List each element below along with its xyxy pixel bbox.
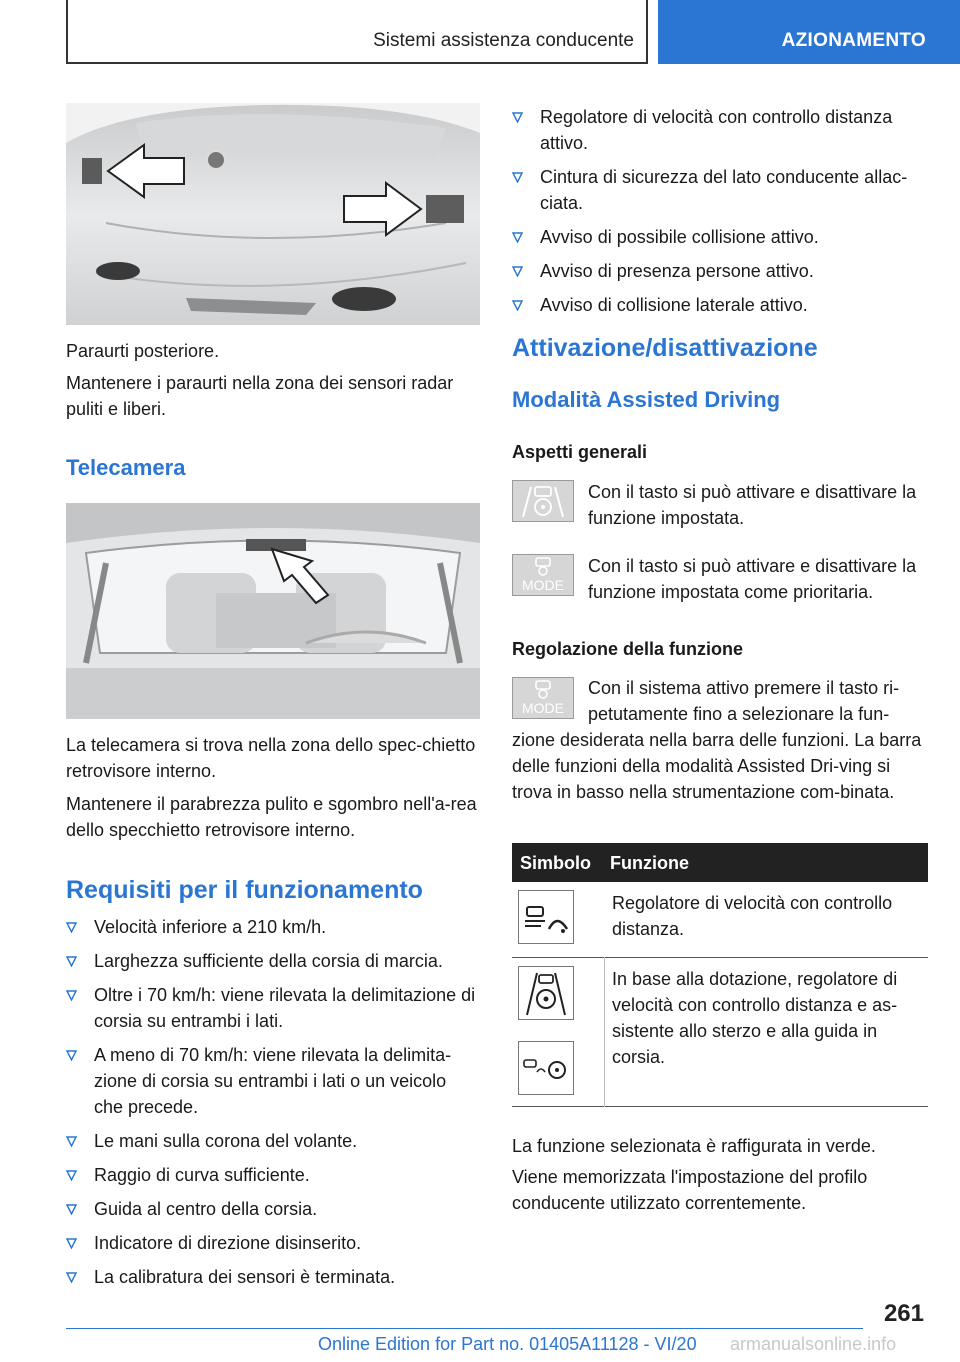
camera-heading: Telecamera <box>66 455 186 480</box>
footer-edition: Online Edition for Part no. 01405A11128 - VI/20 <box>318 1334 697 1354</box>
mode-key-icon <box>512 677 574 719</box>
requirements-list <box>66 914 480 1298</box>
assist-key-icon <box>512 480 574 522</box>
after-table-text-2: Viene memorizzata l'impostazione del profilo conducente utilizzato correntemente. <box>512 1167 868 1213</box>
acc-symbol-icon <box>518 890 574 944</box>
mode-key-label: MODE <box>522 700 564 716</box>
general-heading: Aspetti generali <box>512 442 648 462</box>
key3-text-b: petutamente fino a selezionare la fun- <box>588 704 890 724</box>
list-item: Velocità inferiore a 210 km/h. <box>66 914 480 940</box>
bumper-text: Mantenere i paraurti nella zona dei sensori radar puliti e liberi. <box>66 373 454 419</box>
list-item: Oltre i 70 km/h: viene rilevata la delimitazione di corsia su entrambi i lati. <box>66 982 480 1034</box>
bullet-triangle-icon <box>66 956 77 967</box>
camera-text-2: Mantenere il parabrezza pulito e sgombro nell'a-rea dello specchietto retrovisore interno. <box>66 794 477 840</box>
table-row-divider <box>512 957 928 958</box>
bullet-triangle-icon <box>512 172 523 183</box>
bullet-triangle-icon <box>66 1170 77 1181</box>
bullet-triangle-icon <box>66 1238 77 1249</box>
bullet-triangle-icon <box>66 1050 77 1061</box>
windshield-camera-image <box>66 503 480 719</box>
list-item: Avviso di presenza persone attivo. <box>512 258 928 284</box>
key3-text-a: Con il sistema attivo premere il tasto ri- <box>588 678 900 698</box>
bullet-triangle-icon <box>512 266 523 277</box>
mode-key-label: MODE <box>522 577 564 593</box>
list-item: Cintura di sicurezza del lato conducente allac-ciata. <box>512 164 928 216</box>
footer-divider <box>66 1328 863 1329</box>
bullet-triangle-icon <box>66 1136 77 1147</box>
requirements-list-continued <box>512 104 928 326</box>
mode-key-icon <box>512 554 574 596</box>
bullet-triangle-icon <box>66 922 77 933</box>
steering-lane-assist-icon <box>518 966 574 1020</box>
page-number: 261 <box>883 1300 924 1327</box>
header-chapter-box <box>658 0 960 64</box>
table-header <box>512 843 928 882</box>
list-item: Indicatore di direzione disinserito. <box>66 1230 480 1256</box>
rear-bumper-image <box>66 103 480 325</box>
table-row-1-text: Regolatore di velocità con controllo distanza. <box>612 893 893 939</box>
bumper-caption: Paraurti posteriore. <box>66 341 220 361</box>
list-item: Larghezza sufficiente della corsia di marcia. <box>66 948 480 974</box>
table-row-divider <box>512 1106 928 1107</box>
camera-text-1: La telecamera si trova nella zona dello spec-chietto retrovisore interno. <box>66 735 476 781</box>
bullet-triangle-icon <box>66 990 77 1001</box>
list-item: A meno di 70 km/h: viene rilevata la delimita-zione di corsia su entrambi i lati o un veicolo che precede. <box>66 1042 480 1120</box>
watermark: armanualsonline.info <box>730 1334 897 1354</box>
setting-heading: Regolazione della funzione <box>512 639 744 659</box>
after-table-text-1: La funzione selezionata è raffigurata in verde. <box>512 1136 876 1156</box>
activation-heading: Attivazione/disattivazione <box>512 334 818 362</box>
list-item: La calibratura dei sensori è terminata. <box>66 1264 480 1290</box>
key2-text: Con il tasto si può attivare e disattivare la funzione impostata come prioritaria. <box>588 556 917 602</box>
list-item: Avviso di collisione laterale attivo. <box>512 292 928 318</box>
key3-text-c: zione desiderata nella barra delle funzioni. La barra delle funzioni della modalità Assisted Dri-ving si trova in basso nella strumentazione com-binata. <box>512 730 922 802</box>
table-col-function: Funzione <box>610 853 689 873</box>
header-section-title: Sistemi assistenza conducente <box>373 30 634 51</box>
bullet-triangle-icon <box>512 300 523 311</box>
list-item: Regolatore di velocità con controllo distanza attivo. <box>512 104 928 156</box>
list-item: Guida al centro della corsia. <box>66 1196 480 1222</box>
bullet-triangle-icon <box>512 112 523 123</box>
bullet-triangle-icon <box>66 1272 77 1283</box>
mode-heading: Modalità Assisted Driving <box>512 387 781 412</box>
table-row-2-text: In base alla dotazione, regolatore di velocità con controllo distanza e as-sistente allo sterzo e alla guida in corsia. <box>612 969 898 1067</box>
table-col-symbol: Simbolo <box>520 853 591 873</box>
bullet-triangle-icon <box>512 232 523 243</box>
list-item: Raggio di curva sufficiente. <box>66 1162 480 1188</box>
header-chapter-title: AZIONAMENTO <box>781 30 926 51</box>
key1-text: Con il tasto si può attivare e disattivare la funzione impostata. <box>588 482 917 528</box>
requirements-heading: Requisiti per il funzionamento <box>66 876 423 904</box>
list-item: Avviso di possibile collisione attivo. <box>512 224 928 250</box>
header-section-box <box>66 0 648 64</box>
bullet-triangle-icon <box>66 1204 77 1215</box>
table-column-divider <box>604 957 605 1107</box>
acc-steering-icon <box>518 1041 574 1095</box>
list-item: Le mani sulla corona del volante. <box>66 1128 480 1154</box>
